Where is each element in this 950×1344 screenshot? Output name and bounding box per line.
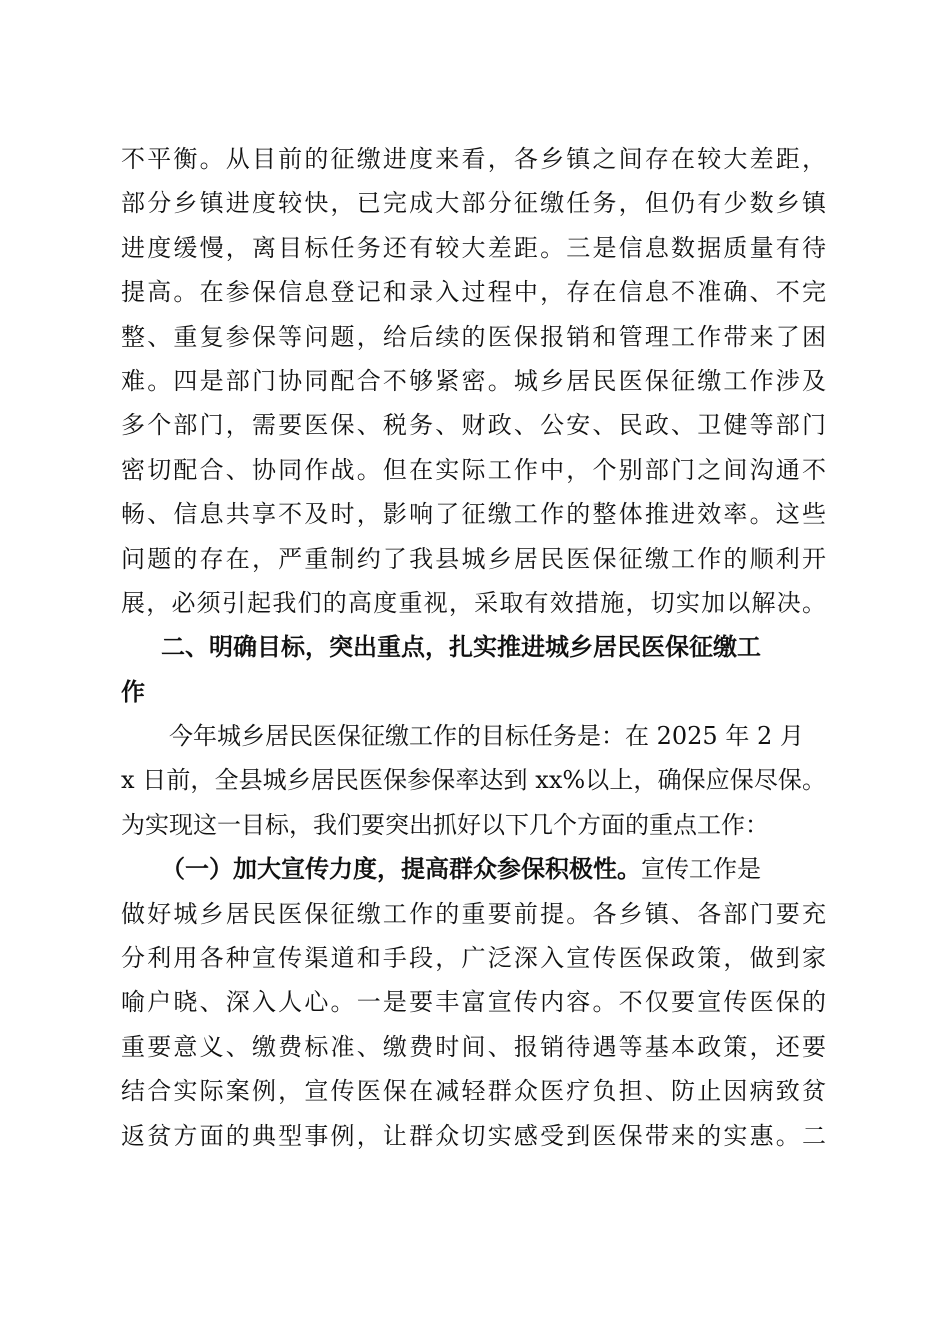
paragraph-line: 展，必须引起我们的高度重视，采取有效措施，切实加以解决。 — [121, 588, 826, 617]
paragraph-line: 不平衡。从目前的征缴进度来看，各乡镇之间存在较大差距， — [121, 145, 826, 173]
paragraph-line: 进度缓慢，离目标任务还有较大差距。三是信息数据质量有待 — [121, 233, 826, 262]
subheading-tail: 宣传工作是 — [641, 855, 761, 884]
paragraph-line: 为实现这一目标，我们要突出抓好以下几个方面的重点工作： — [121, 810, 769, 839]
section-heading: 二、明确目标，突出重点，扎实推进城乡居民医保征缴工 — [161, 633, 761, 662]
paragraph-line: 分利用各种宣传渠道和手段，广泛深入宣传医保政策，做到家 — [121, 944, 826, 973]
paragraph-line: 重要意义、缴费标准、缴费时间、报销待遇等基本政策，还要 — [121, 1032, 826, 1061]
paragraph-line: 畅、信息共享不及时，影响了征缴工作的整体推进效率。这些 — [121, 500, 826, 529]
paragraph-line: 问题的存在，严重制约了我县城乡居民医保征缴工作的顺利开 — [121, 544, 826, 573]
paragraph-line: 密切配合、协同作战。但在实际工作中，个别部门之间沟通不 — [121, 455, 826, 484]
paragraph-line: 今年城乡居民医保征缴工作的目标任务是：在 2025 年 2 月 — [169, 722, 804, 751]
paragraph-line: 多个部门，需要医保、税务、财政、公安、民政、卫健等部门 — [121, 411, 826, 440]
section-heading-continuation: 作 — [121, 677, 145, 706]
subheading-title: （一）加大宣传力度，提高群众参保积极性。 — [161, 855, 641, 884]
paragraph-line: 提高。在参保信息登记和录入过程中，存在信息不准确、不完 — [121, 278, 826, 307]
paragraph-line: 做好城乡居民医保征缴工作的重要前提。各乡镇、各部门要充 — [121, 899, 826, 928]
paragraph-line: 喻户晓、深入人心。一是要丰富宣传内容。不仅要宣传医保的 — [121, 988, 826, 1017]
paragraph-line: 返贫方面的典型事例，让群众切实感受到医保带来的实惠。二 — [121, 1121, 826, 1150]
document-body — [121, 137, 826, 1158]
paragraph-line: 部分乡镇进度较快，已完成大部分征缴任务，但仍有少数乡镇 — [121, 189, 826, 218]
paragraph-line: x 日前，全县城乡居民医保参保率达到 xx%以上，确保应保尽保。 — [121, 766, 826, 795]
paragraph-line: 整、重复参保等问题，给后续的医保报销和管理工作带来了困 — [121, 322, 826, 351]
paragraph-line: 难。四是部门协同配合不够紧密。城乡居民医保征缴工作涉及 — [121, 366, 826, 395]
subheading-line — [121, 847, 826, 891]
paragraph-line: 结合实际案例，宣传医保在减轻群众医疗负担、防止因病致贫 — [121, 1077, 826, 1106]
